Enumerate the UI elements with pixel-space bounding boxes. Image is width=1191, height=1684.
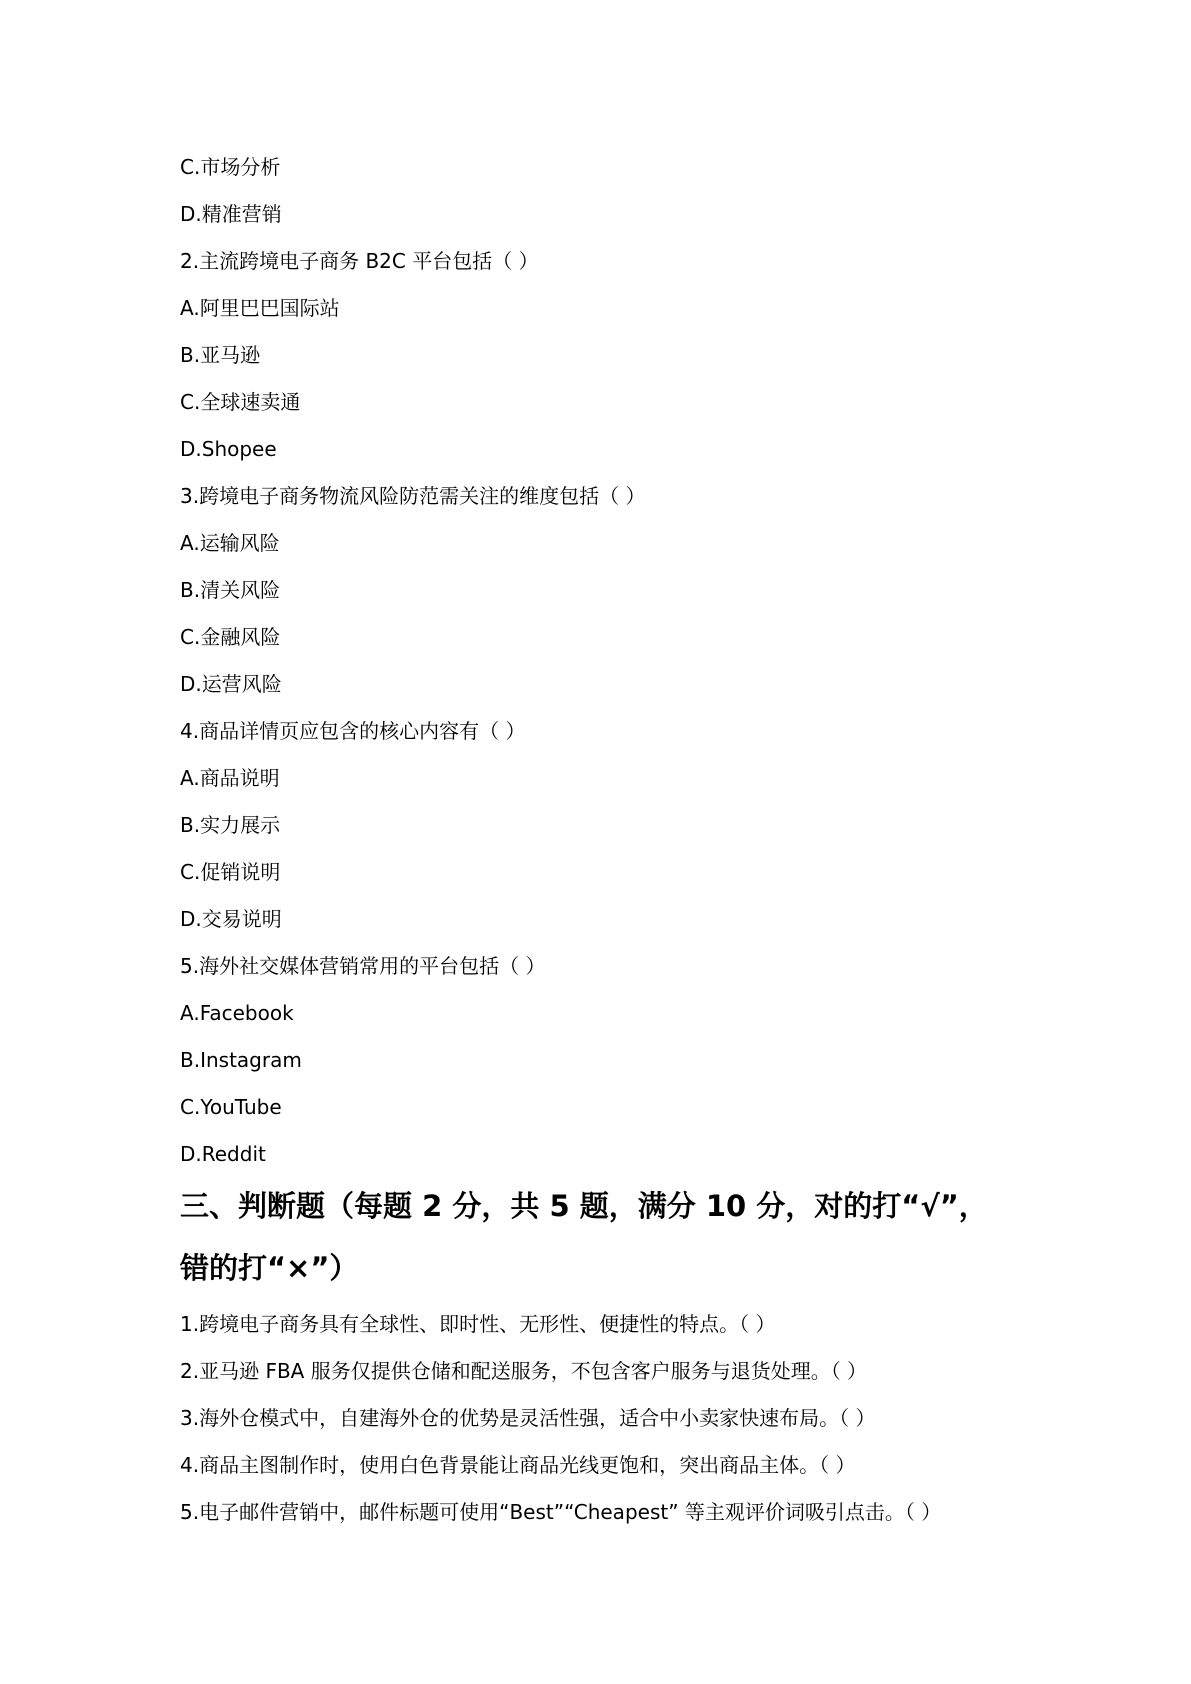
q3-option-b: B.清关风险 [180,578,281,602]
q5-option-d: D.Reddit [180,1142,266,1166]
q5-option-c: C.YouTube [180,1095,282,1119]
tf-item-5: 5.电子邮件营销中，邮件标题可使用“Best”“Cheapest” 等主观评价词吸引点击。（ ） [180,1500,942,1524]
q2-option-c: C.全球速卖通 [180,390,301,414]
q3-option-c: C.金融风险 [180,625,281,649]
tf-item-2: 2.亚马逊 FBA 服务仅提供仓储和配送服务，不包含客户服务与退货处理。（ ） [180,1359,868,1383]
q4-stem: 4.商品详情页应包含的核心内容有（ ） [180,719,526,743]
q3-option-d: D.运营风险 [180,672,282,696]
section3-heading-line1: 三、判断题（每题 2 分，共 5 题，满分 10 分，对的打“√”， [180,1189,988,1223]
q5-option-b: B.Instagram [180,1048,302,1072]
q2-option-b: B.亚马逊 [180,343,261,367]
q4-option-d: D.交易说明 [180,907,282,931]
q2-option-a: A.阿里巴巴国际站 [180,296,340,320]
q2-stem: 2.主流跨境电子商务 B2C 平台包括（ ） [180,249,539,273]
q2-option-d: D.Shopee [180,437,277,461]
q5-stem: 5.海外社交媒体营销常用的平台包括（ ） [180,954,546,978]
tf-item-4: 4.商品主图制作时，使用白色背景能让商品光线更饱和，突出商品主体。（ ） [180,1453,856,1477]
section3-heading-line2: 错的打“×”） [180,1251,359,1285]
q4-option-b: B.实力展示 [180,813,281,837]
tf-item-3: 3.海外仓模式中，自建海外仓的优势是灵活性强，适合中小卖家快速布局。（ ） [180,1406,876,1430]
q3-stem: 3.跨境电子商务物流风险防范需关注的维度包括（ ） [180,484,646,508]
q3-option-a: A.运输风险 [180,531,280,555]
q1-option-c: C.市场分析 [180,155,281,179]
q1-option-d: D.精准营销 [180,202,282,226]
q5-option-a: A.Facebook [180,1001,294,1025]
q4-option-c: C.促销说明 [180,860,281,884]
tf-item-1: 1.跨境电子商务具有全球性、即时性、无形性、便捷性的特点。（ ） [180,1312,776,1336]
q4-option-a: A.商品说明 [180,766,280,790]
